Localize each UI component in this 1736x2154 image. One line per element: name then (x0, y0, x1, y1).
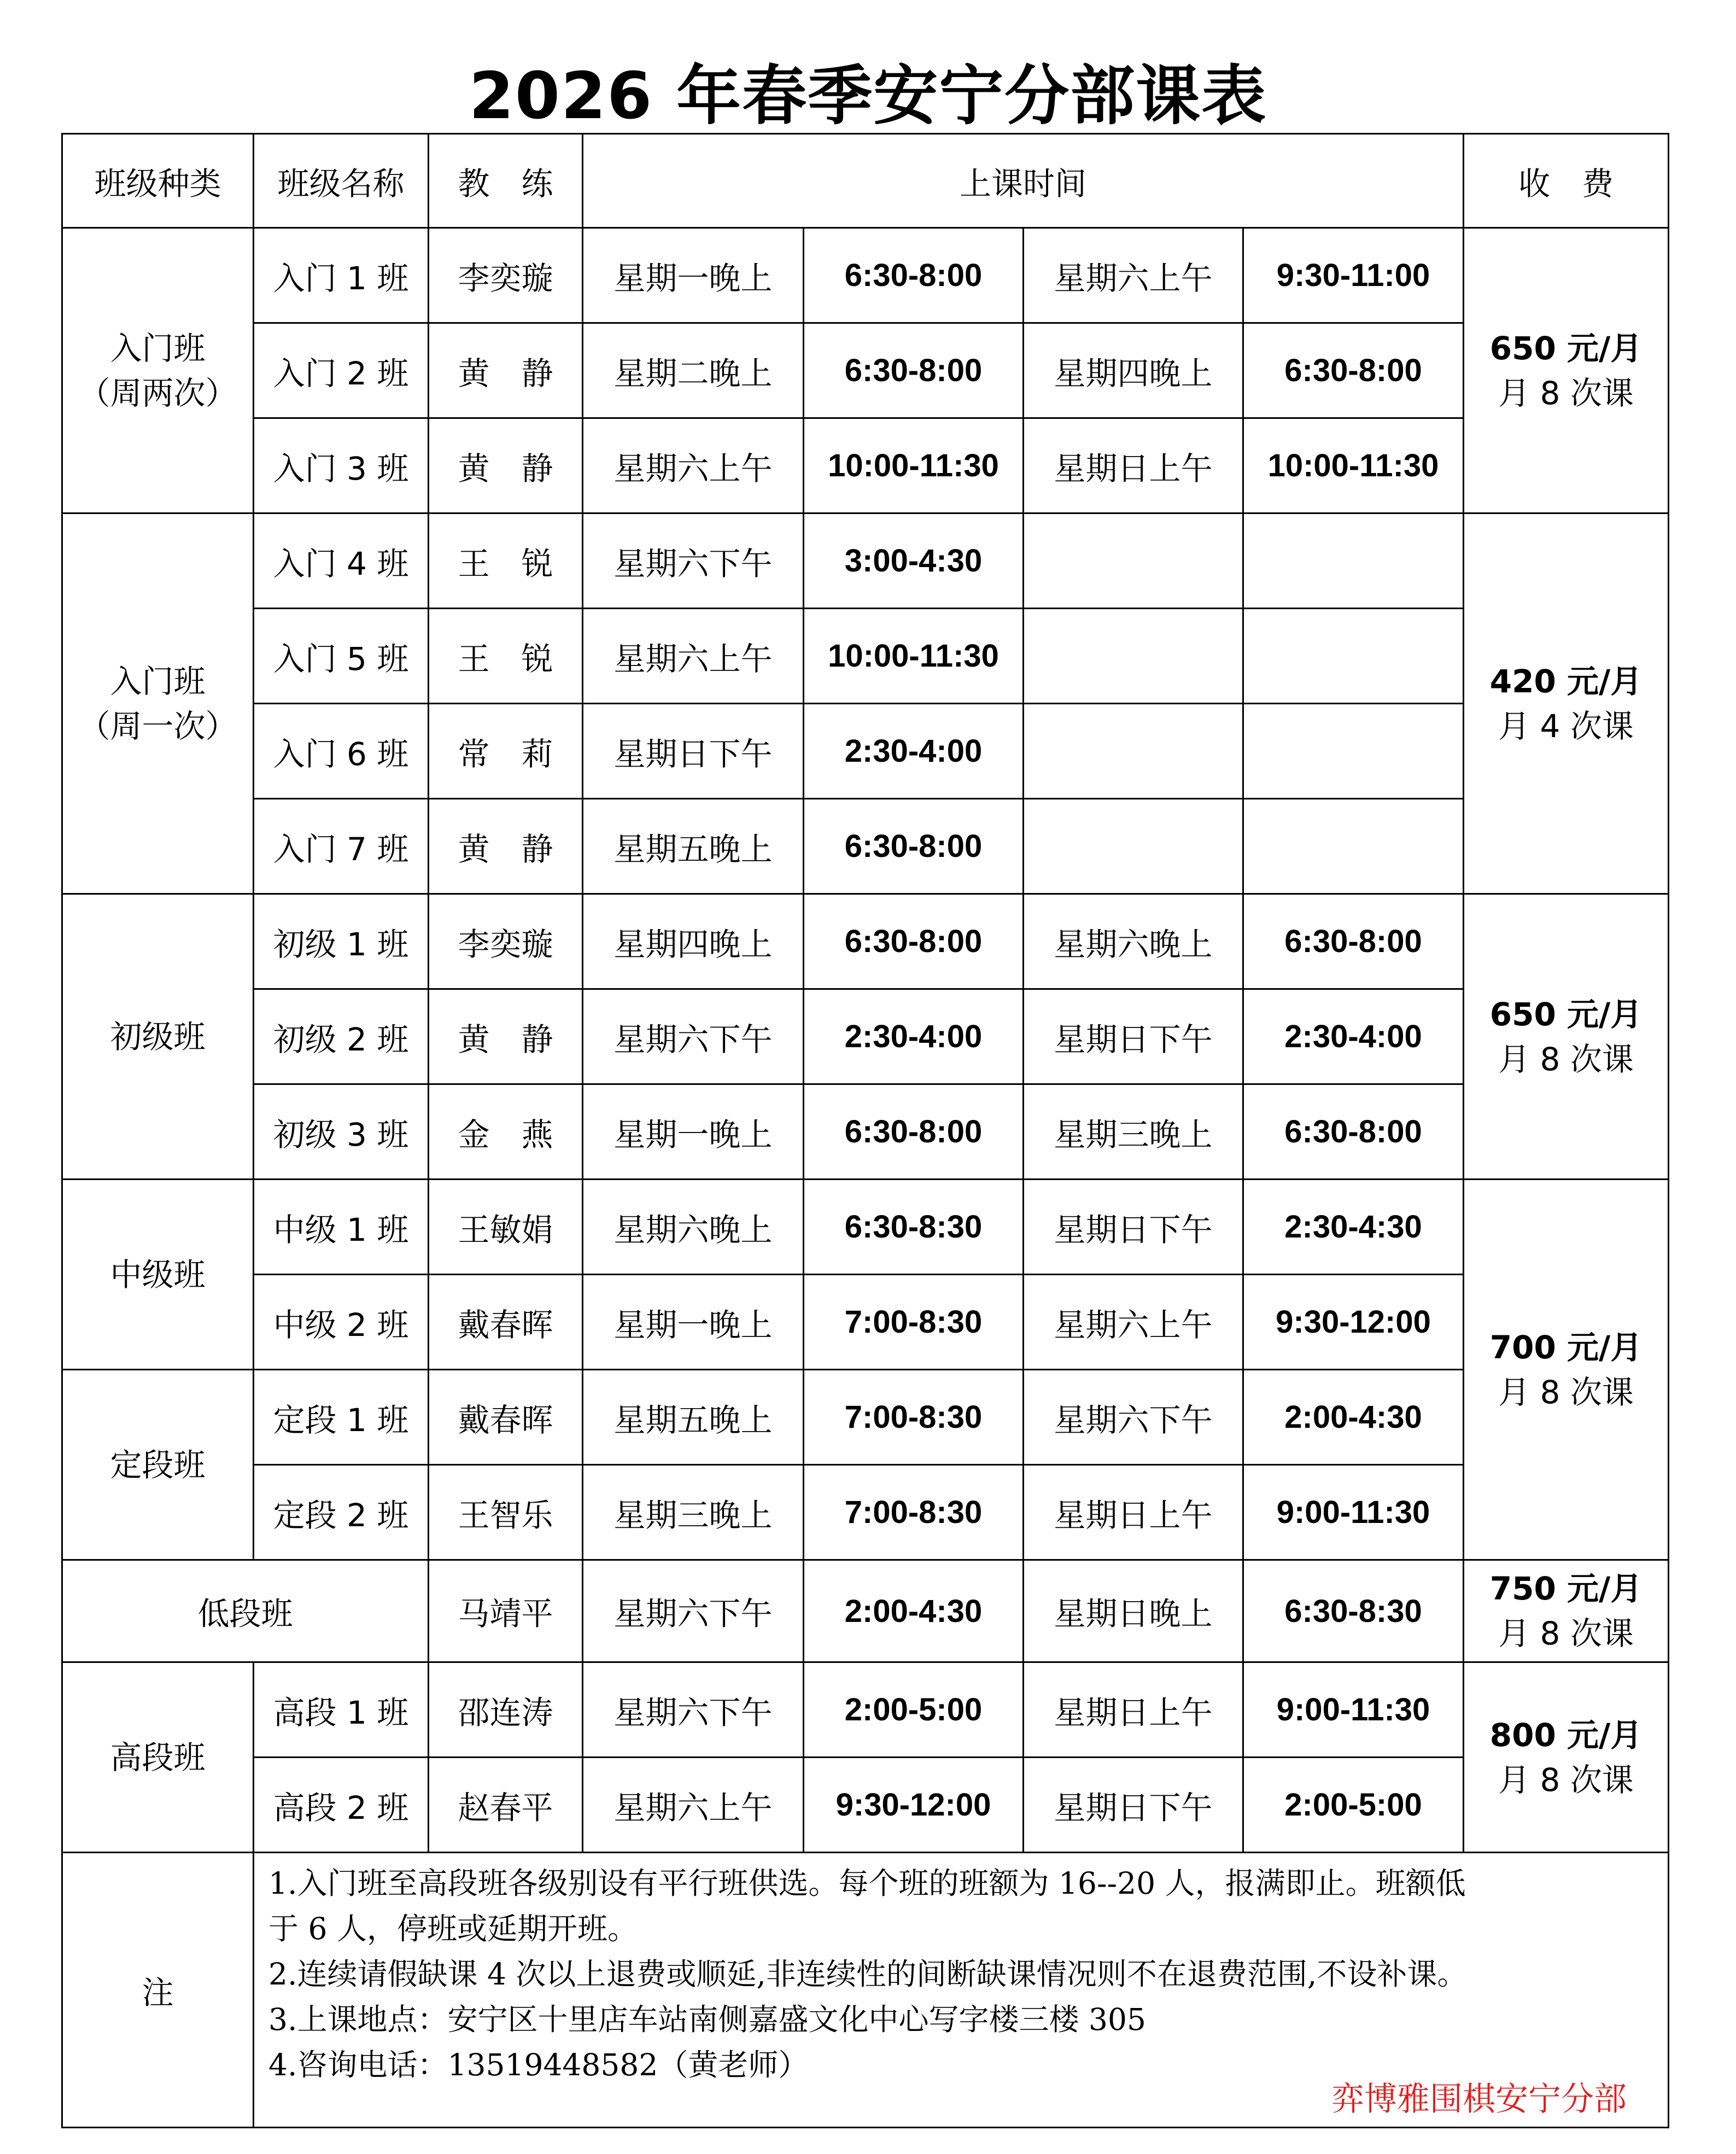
class-name-cell: 入门 1 班 (254, 228, 429, 323)
notes-row (62, 1853, 1669, 2128)
table-row (62, 513, 1669, 609)
coach-cell: 李奕璇 (429, 894, 583, 989)
fee-cell (1464, 1560, 1669, 1662)
table-row (62, 894, 1669, 989)
day-cell: 星期六下午 (583, 1662, 804, 1758)
category-cell (62, 513, 254, 894)
table-row (62, 1758, 1669, 1853)
category-label: 入门班 (110, 329, 206, 367)
header-coach: 教 练 (429, 134, 583, 228)
coach-cell: 常 莉 (429, 704, 583, 799)
table-row (62, 323, 1669, 418)
category-sublabel: （周两次） (78, 374, 237, 412)
schedule-table (61, 133, 1669, 2128)
fee-price: 650 元/月 (1489, 329, 1643, 367)
time-cell: 9:00-11:30 (1243, 1465, 1464, 1560)
time-cell: 2:30-4:30 (1243, 1180, 1464, 1275)
day-cell (1024, 704, 1243, 799)
note-line: 4.咨询电话：13519448582（黄老师） (268, 2047, 809, 2082)
table-row (62, 1560, 1669, 1662)
table-row (62, 799, 1669, 894)
coach-cell: 王敏娟 (429, 1180, 583, 1275)
note-line: 1.入门班至高段班各级别设有平行班供选。每个班的班额为 16--20 人，报满即止。班额低 (268, 1866, 1466, 1901)
day-cell: 星期日下午 (583, 704, 804, 799)
coach-cell: 金 燕 (429, 1084, 583, 1180)
time-cell (1243, 704, 1464, 799)
table-row (62, 228, 1669, 323)
day-cell: 星期四晚上 (1024, 323, 1243, 418)
category-cell (62, 228, 254, 513)
time-cell: 6:30-8:00 (1243, 323, 1464, 418)
time-cell: 6:30-8:00 (1243, 1084, 1464, 1180)
day-cell: 星期五晚上 (583, 1370, 804, 1465)
time-cell: 9:30-12:00 (804, 1758, 1024, 1853)
table-row (62, 704, 1669, 799)
class-name-cell: 入门 4 班 (254, 513, 429, 609)
category-cell: 中级班 (62, 1180, 254, 1370)
time-cell: 2:00-5:00 (1243, 1758, 1464, 1853)
header-category: 班级种类 (62, 134, 254, 228)
time-cell: 7:00-8:30 (804, 1370, 1024, 1465)
fee-cell (1464, 228, 1669, 513)
day-cell: 星期三晚上 (1024, 1084, 1243, 1180)
day-cell: 星期日上午 (1024, 1662, 1243, 1758)
header-time: 上课时间 (583, 134, 1464, 228)
day-cell: 星期三晚上 (583, 1465, 804, 1560)
table-row (62, 609, 1669, 704)
class-name-cell: 初级 1 班 (254, 894, 429, 989)
day-cell: 星期六下午 (1024, 1370, 1243, 1465)
fee-cell (1464, 1662, 1669, 1853)
time-cell: 2:30-4:00 (804, 989, 1024, 1084)
time-cell: 6:30-8:00 (1243, 894, 1464, 989)
fee-price: 650 元/月 (1489, 995, 1643, 1033)
day-cell: 星期六下午 (583, 1560, 804, 1662)
table-row (62, 1275, 1669, 1370)
fee-sessions: 月 4 次课 (1498, 707, 1634, 745)
coach-cell: 李奕璇 (429, 228, 583, 323)
note-line: 于 6 人，停班或延期开班。 (268, 1911, 638, 1946)
time-cell (1243, 513, 1464, 609)
day-cell: 星期日下午 (1024, 989, 1243, 1084)
fee-price: 420 元/月 (1489, 662, 1643, 700)
fee-price: 750 元/月 (1489, 1570, 1643, 1607)
day-cell (1024, 609, 1243, 704)
coach-cell: 戴春晖 (429, 1275, 583, 1370)
category-cell: 高段班 (62, 1662, 254, 1853)
day-cell: 星期一晚上 (583, 228, 804, 323)
day-cell: 星期六上午 (583, 609, 804, 704)
organization-signature: 弈博雅围棋安宁分部 (1331, 2080, 1627, 2118)
class-name-cell: 入门 6 班 (254, 704, 429, 799)
day-cell: 星期日下午 (1024, 1180, 1243, 1275)
time-cell: 9:00-11:30 (1243, 1662, 1464, 1758)
time-cell: 2:30-4:00 (804, 704, 1024, 799)
time-cell: 2:00-5:00 (804, 1662, 1024, 1758)
day-cell: 星期日上午 (1024, 418, 1243, 513)
time-cell: 6:30-8:30 (804, 1180, 1024, 1275)
table-row (62, 1084, 1669, 1180)
class-name-cell: 中级 1 班 (254, 1180, 429, 1275)
time-cell: 10:00-11:30 (1243, 418, 1464, 513)
time-cell: 7:00-8:30 (804, 1275, 1024, 1370)
day-cell: 星期四晚上 (583, 894, 804, 989)
time-cell: 6:30-8:00 (804, 894, 1024, 989)
category-label: 入门班 (110, 662, 206, 700)
fee-sessions: 月 8 次课 (1498, 1615, 1634, 1652)
day-cell: 星期二晚上 (583, 323, 804, 418)
time-cell (1243, 609, 1464, 704)
class-name-cell: 入门 3 班 (254, 418, 429, 513)
time-cell: 9:30-11:00 (1243, 228, 1464, 323)
day-cell: 星期六上午 (583, 1758, 804, 1853)
time-cell: 9:30-12:00 (1243, 1275, 1464, 1370)
day-cell: 星期六上午 (1024, 1275, 1243, 1370)
table-row (62, 1180, 1669, 1275)
class-name-cell: 初级 3 班 (254, 1084, 429, 1180)
time-cell: 10:00-11:30 (804, 609, 1024, 704)
time-cell: 6:30-8:00 (804, 1084, 1024, 1180)
time-cell: 6:30-8:30 (1243, 1560, 1464, 1662)
day-cell: 星期六下午 (583, 989, 804, 1084)
day-cell: 星期日下午 (1024, 1758, 1243, 1853)
class-name-cell: 中级 2 班 (254, 1275, 429, 1370)
time-cell: 2:00-4:30 (1243, 1370, 1464, 1465)
coach-cell: 王 锐 (429, 609, 583, 704)
table-row (62, 1662, 1669, 1758)
time-cell: 3:00-4:30 (804, 513, 1024, 609)
day-cell: 星期六晚上 (583, 1180, 804, 1275)
time-cell: 10:00-11:30 (804, 418, 1024, 513)
coach-cell: 黄 静 (429, 799, 583, 894)
notes-label: 注 (62, 1853, 254, 2128)
coach-cell: 王智乐 (429, 1465, 583, 1560)
class-name-cell: 定段 1 班 (254, 1370, 429, 1465)
day-cell: 星期日上午 (1024, 1465, 1243, 1560)
fee-price: 700 元/月 (1489, 1328, 1643, 1366)
page-title: 2026 年春季安宁分部课表 (469, 58, 1267, 133)
coach-cell: 戴春晖 (429, 1370, 583, 1465)
category-cell: 低段班 (62, 1560, 429, 1662)
day-cell: 星期一晚上 (583, 1084, 804, 1180)
coach-cell: 马靖平 (429, 1560, 583, 1662)
coach-cell: 邵连涛 (429, 1662, 583, 1758)
class-name-cell: 定段 2 班 (254, 1465, 429, 1560)
fee-sessions: 月 8 次课 (1498, 1373, 1634, 1411)
day-cell (1024, 799, 1243, 894)
day-cell: 星期五晚上 (583, 799, 804, 894)
header-row (62, 134, 1669, 228)
table-row (62, 1465, 1669, 1560)
time-cell: 6:30-8:00 (804, 323, 1024, 418)
fee-sessions: 月 8 次课 (1498, 1040, 1634, 1078)
class-name-cell: 入门 7 班 (254, 799, 429, 894)
fee-price: 800 元/月 (1489, 1716, 1643, 1754)
fee-cell (1464, 1180, 1669, 1560)
time-cell: 2:30-4:00 (1243, 989, 1464, 1084)
category-cell: 初级班 (62, 894, 254, 1180)
coach-cell: 黄 静 (429, 418, 583, 513)
class-name-cell: 高段 1 班 (254, 1662, 429, 1758)
category-cell: 定段班 (62, 1370, 254, 1560)
time-cell: 2:00-4:30 (804, 1560, 1024, 1662)
fee-cell (1464, 513, 1669, 894)
header-fee: 收 费 (1464, 134, 1669, 228)
fee-sessions: 月 8 次课 (1498, 374, 1634, 412)
time-cell: 7:00-8:30 (804, 1465, 1024, 1560)
day-cell (1024, 513, 1243, 609)
class-name-cell: 初级 2 班 (254, 989, 429, 1084)
class-name-cell: 入门 5 班 (254, 609, 429, 704)
coach-cell: 黄 静 (429, 323, 583, 418)
day-cell: 星期六上午 (583, 418, 804, 513)
header-class-name: 班级名称 (254, 134, 429, 228)
time-cell (1243, 799, 1464, 894)
coach-cell: 赵春平 (429, 1758, 583, 1853)
fee-sessions: 月 8 次课 (1498, 1761, 1634, 1799)
day-cell: 星期六下午 (583, 513, 804, 609)
day-cell: 星期一晚上 (583, 1275, 804, 1370)
table-row (62, 1370, 1669, 1465)
coach-cell: 王 锐 (429, 513, 583, 609)
note-line: 3.上课地点：安宁区十里店车站南侧嘉盛文化中心写字楼三楼 305 (268, 2002, 1146, 2037)
fee-cell (1464, 894, 1669, 1180)
time-cell: 6:30-8:00 (804, 228, 1024, 323)
notes-cell (254, 1853, 1669, 2128)
note-line: 2.连续请假缺课 4 次以上退费或顺延,非连续性的间断缺课情况则不在退费范围,不设补课。 (268, 1957, 1468, 1992)
time-cell: 6:30-8:00 (804, 799, 1024, 894)
category-sublabel: （周一次） (78, 707, 237, 745)
day-cell: 星期六上午 (1024, 228, 1243, 323)
class-name-cell: 入门 2 班 (254, 323, 429, 418)
coach-cell: 黄 静 (429, 989, 583, 1084)
table-row (62, 418, 1669, 513)
day-cell: 星期日晚上 (1024, 1560, 1243, 1662)
day-cell: 星期六晚上 (1024, 894, 1243, 989)
table-row (62, 989, 1669, 1084)
class-name-cell: 高段 2 班 (254, 1758, 429, 1853)
